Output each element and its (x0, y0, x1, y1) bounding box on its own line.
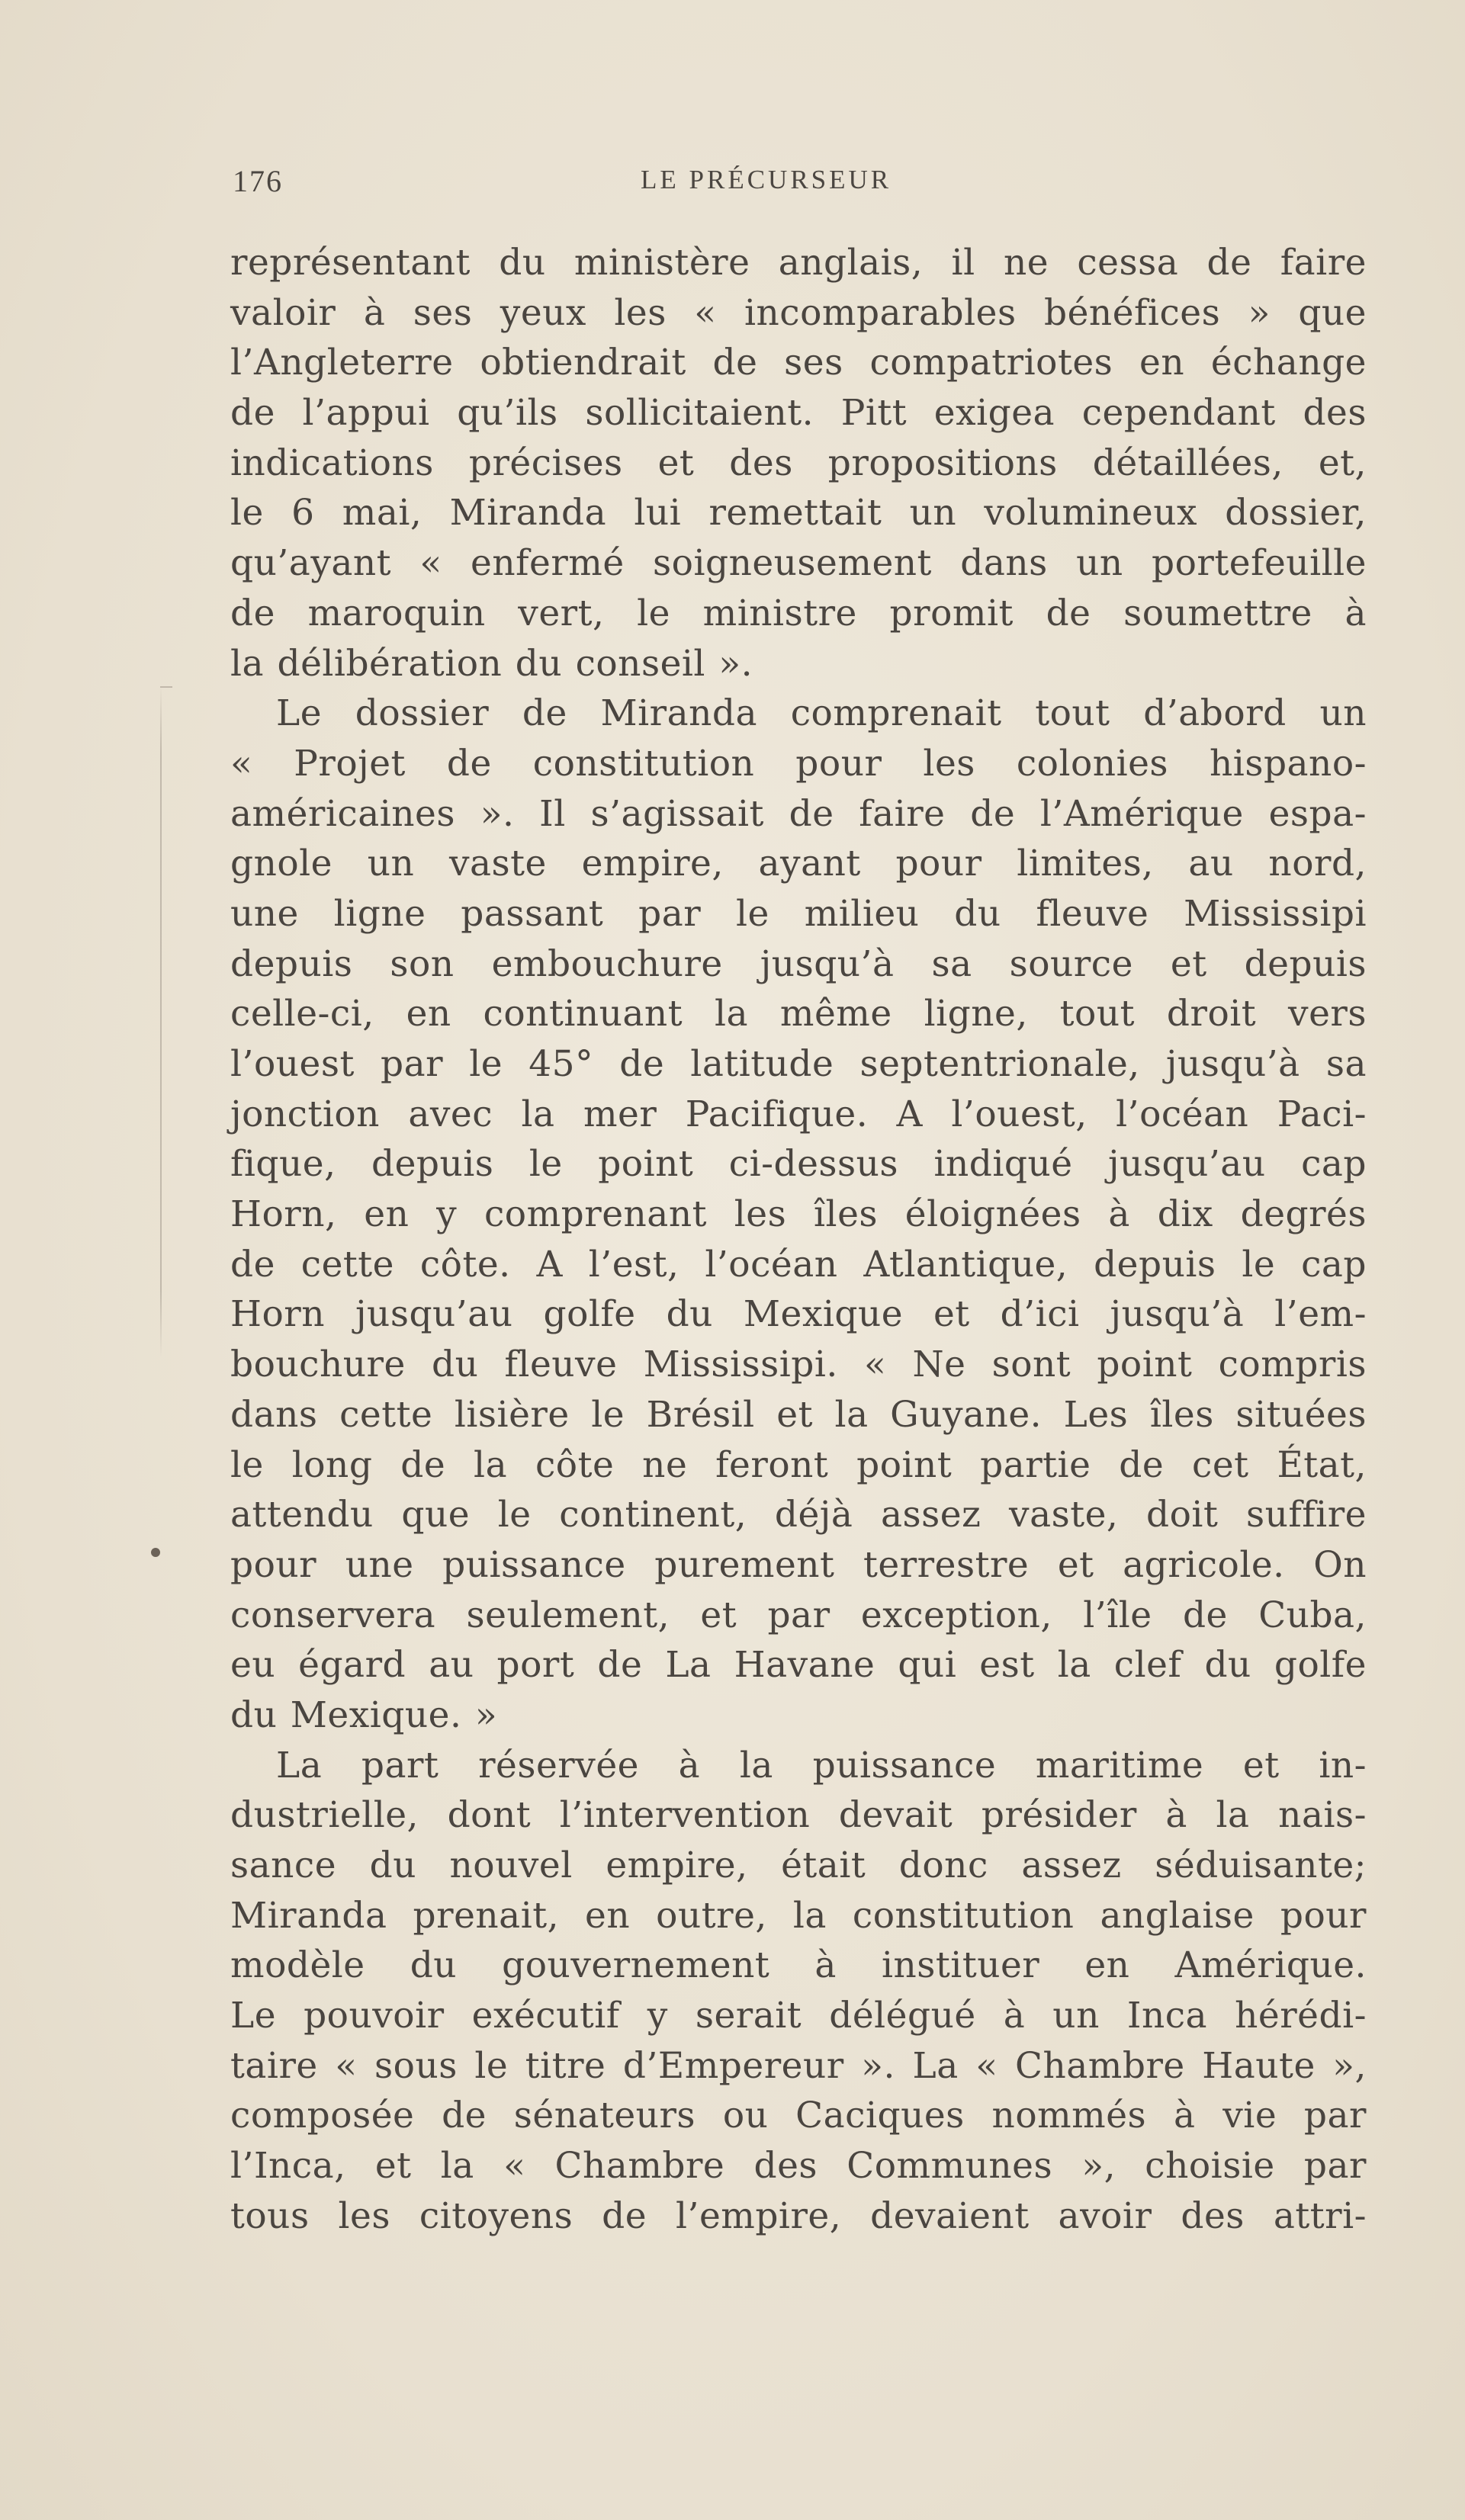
text-line: gnole un vaste empire, ayant pour limites, au nord, (230, 843, 1367, 885)
text-line: celle-ci, en continuant la même ligne, tout droit vers (230, 993, 1367, 1035)
text-line: conservera seulement, et par exception, l’île de Cuba, (230, 1594, 1367, 1636)
text-line: La part réservée à la puissance maritime et in- (276, 1744, 1367, 1786)
text-line: représentant du ministère anglais, il ne cessa de faire (230, 242, 1367, 284)
page-header (233, 163, 1369, 201)
text-line: dustrielle, dont l’intervention devait présider à la nais- (230, 1794, 1367, 1837)
text-line: l’Angleterre obtiendrait de ses compatriotes en échange (230, 342, 1367, 384)
text-line: composée de sénateurs ou Caciques nommés à vie par (230, 2095, 1367, 2137)
text-line: l’ouest par le 45° de latitude septentrionale, jusqu’à sa (230, 1043, 1367, 1085)
text-line: Miranda prenait, en outre, la constitution anglaise pour (230, 1894, 1367, 1937)
text-line: de maroquin vert, le ministre promit de soumettre à (230, 592, 1367, 634)
text-line: américaines ». Il s’agissait de faire de l’Amérique espa- (230, 792, 1367, 835)
text-line: du Mexique. » (230, 1693, 498, 1736)
text-line: valoir à ses yeux les « incomparables bénéfices » que (230, 291, 1367, 334)
text-line: depuis son embouchure jusqu’à sa source et depuis (230, 942, 1367, 985)
margin-ink-dot (151, 1548, 160, 1557)
page-number: 176 (233, 164, 283, 198)
body-text (230, 238, 1367, 2242)
text-line: modèle du gouvernement à instituer en Amérique. (230, 1944, 1367, 1987)
text-line: taire « sous le titre d’Empereur ». La « Chambre Haute », (230, 2044, 1367, 2087)
text-line: tous les citoyens de l’empire, devaient avoir des attri- (230, 2194, 1367, 2237)
text-line: Horn jusqu’au golfe du Mexique et d’ici jusqu’à l’em- (230, 1293, 1367, 1336)
text-line: pour une puissance purement terrestre et agricole. On (230, 1543, 1367, 1586)
text-line: Le pouvoir exécutif y serait délégué à un Inca hérédi- (230, 1995, 1367, 2037)
text-line: fique, depuis le point ci-dessus indiqué jusqu’au cap (230, 1143, 1367, 1186)
text-line: le long de la côte ne feront point partie de cet État, (230, 1443, 1367, 1486)
text-line: le 6 mai, Miranda lui remettait un volumineux dossier, (230, 492, 1367, 534)
text-line: la délibération du conseil ». (230, 642, 753, 685)
text-line: qu’ayant « enfermé soigneusement dans un portefeuille (230, 542, 1367, 585)
text-line: attendu que le continent, déjà assez vaste, doit suffire (230, 1494, 1367, 1536)
text-line: jonction avec la mer Pacifique. A l’ouest, l’océan Paci- (230, 1093, 1367, 1135)
text-line: Le dossier de Miranda comprenait tout d’abord un (276, 692, 1367, 735)
margin-pencil-mark (160, 686, 162, 1357)
text-line: Horn, en y comprenant les îles éloignées à dix degrés (230, 1193, 1367, 1236)
text-line: eu égard au port de La Havane qui est la clef du golfe (230, 1644, 1367, 1687)
text-line: de l’appui qu’ils sollicitaient. Pitt exigea cependant des (230, 392, 1367, 435)
margin-pencil-mark-top (160, 686, 172, 688)
text-line: indications précises et des propositions détaillées, et, (230, 441, 1367, 484)
text-line: l’Inca, et la « Chambre des Communes », choisie par (230, 2145, 1367, 2188)
text-line: bouchure du fleuve Mississipi. « Ne sont point compris (230, 1343, 1367, 1386)
text-line: de cette côte. A l’est, l’océan Atlantique, depuis le cap (230, 1243, 1367, 1286)
text-line: « Projet de constitution pour les colonies hispano- (230, 742, 1367, 785)
text-line: une ligne passant par le milieu du fleuve Mississipi (230, 892, 1367, 935)
text-line: dans cette lisière le Brésil et la Guyane. Les îles situées (230, 1393, 1367, 1436)
running-head: LE PRÉCURSEUR (641, 165, 892, 194)
text-line: sance du nouvel empire, était donc assez séduisante; (230, 1844, 1367, 1886)
